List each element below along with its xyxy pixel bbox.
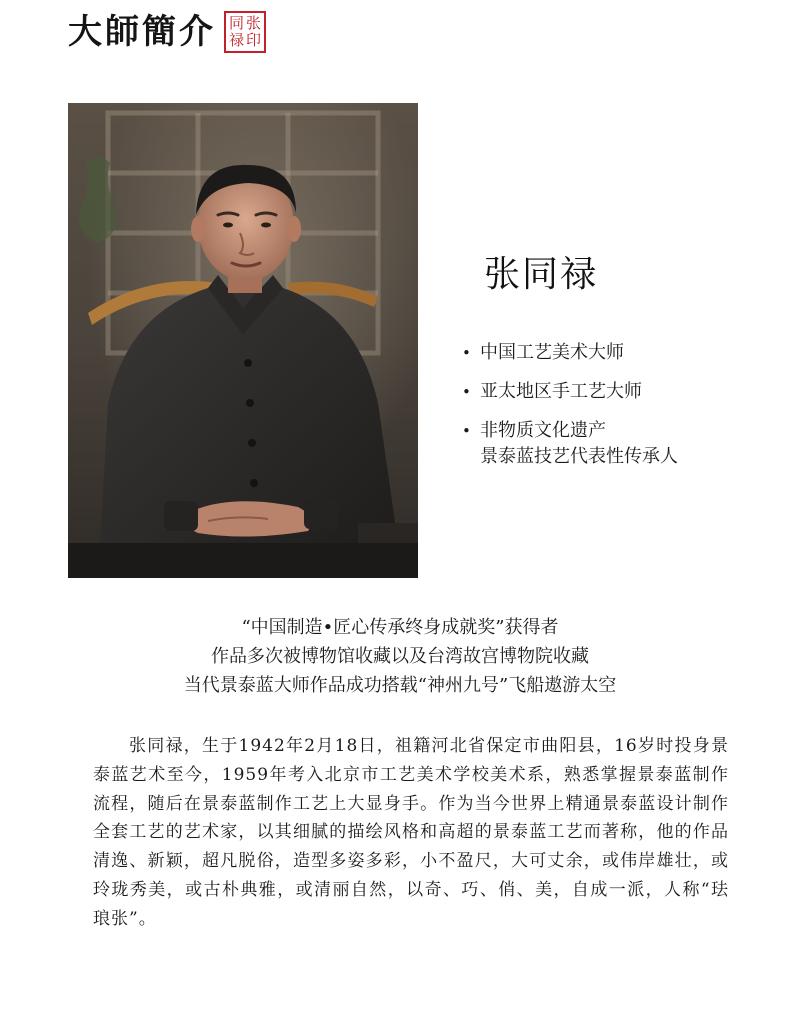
achievement-line: 作品多次被博物馆收藏以及台湾故宫博物院收藏 bbox=[211, 646, 589, 667]
seal-char: 张 bbox=[245, 14, 261, 32]
master-name: 张同禄 bbox=[484, 254, 599, 295]
master-portrait bbox=[68, 103, 418, 578]
honor-item: • 非物质文化遗产 景泰蓝技艺代表性传承人 bbox=[462, 418, 678, 470]
seal-stamp bbox=[224, 11, 266, 53]
biography-paragraph: 张同禄，生于1942年2月18日，祖籍河北省保定市曲阳县，16岁时投身景泰蓝艺术至今，1959年考入北京市工艺美术学校美术系，熟悉掌握景泰蓝制作流程，随后在景泰蓝制作工艺上大显身手。作为当今世界上精通景泰蓝设计制作全套工艺的艺术家，以其细腻的描绘风格和高超的景泰蓝工艺而著称，他的作品清逸、新颖，超凡脱俗，造型多姿多彩，小不盈尺，大可丈余，或伟岸雄壮，或玲珑秀美，或古朴典雅，或清丽自然，以奇、巧、俏、美，自成一派，人称“珐琅张”。 bbox=[93, 736, 729, 929]
achievements-block bbox=[0, 613, 800, 700]
seal-char: 印 bbox=[245, 31, 261, 49]
page-title: 大師簡介 bbox=[68, 12, 216, 52]
honor-item: • 亚太地区手工艺大师 bbox=[462, 379, 678, 405]
achievement-line: 当代景泰蓝大师作品成功搭载“神州九号”飞船遨游太空 bbox=[183, 675, 617, 696]
seal-char: 同 bbox=[228, 14, 244, 32]
seal-char: 禄 bbox=[228, 31, 244, 49]
honors-list bbox=[462, 340, 678, 483]
honor-item: • 中国工艺美术大师 bbox=[462, 340, 678, 366]
page-header bbox=[68, 10, 266, 54]
achievement-line: “中国制造•匠心传承终身成就奖”获得者 bbox=[241, 617, 559, 638]
